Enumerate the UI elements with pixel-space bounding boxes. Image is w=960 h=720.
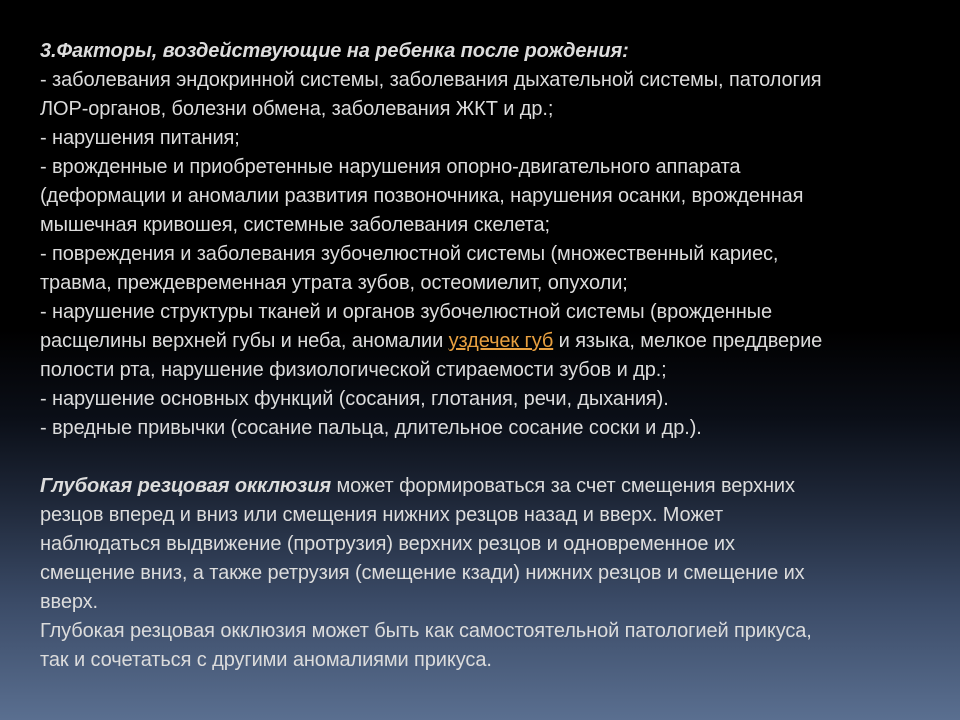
factor-line: - повреждения и заболевания зубочелюстной системы (множественный кариес,: [40, 243, 779, 265]
occlusion-line: Глубокая резцовая окклюзия может быть как самостоятельной патологией прикуса,: [40, 620, 812, 642]
occlusion-term: Глубокая резцовая окклюзия: [40, 475, 332, 497]
frenulum-link[interactable]: уздечек губ: [448, 330, 554, 352]
occlusion-line: смещение вниз, а также ретрузия (смещение кзади) нижних резцов и смещение их: [40, 562, 805, 584]
factor-line: полости рта, нарушение физиологической стираемости зубов и др.;: [40, 359, 667, 381]
occlusion-first-line-rest: может формироваться за счет смещения верхних: [331, 475, 795, 497]
occlusion-first-line: [40, 472, 930, 501]
slide-text-block: [40, 37, 930, 675]
factor-line: (деформации и аномалии развития позвоночника, нарушения осанки, врожденная: [40, 185, 804, 207]
occlusion-line: резцов вперед и вниз или смещения нижних резцов назад и вверх. Может: [40, 504, 724, 526]
factor-line: - заболевания эндокринной системы, заболевания дыхательной системы, патология: [40, 69, 822, 91]
factor-line: мышечная кривошея, системные заболевания скелета;: [40, 214, 550, 236]
factors-heading: 3.Факторы, воздействующие на ребенка после рождения:: [40, 40, 629, 62]
factor-line: - вредные привычки (сосание пальца, длительное сосание соски и др.).: [40, 417, 702, 439]
occlusion-line: вверх.: [40, 591, 99, 613]
factor-line-with-link: [40, 327, 930, 356]
link-line-before: расщелины верхней губы и неба, аномалии: [40, 330, 449, 352]
occlusion-line: наблюдаться выдвижение (протрузия) верхних резцов и одновременное их: [40, 533, 735, 555]
occlusion-line: так и сочетаться с другими аномалиями прикуса.: [40, 649, 492, 671]
link-line-after: и языка, мелкое преддверие: [553, 330, 823, 352]
factor-line: - нарушения питания;: [40, 127, 240, 149]
factor-line: - нарушение структуры тканей и органов зубочелюстной системы (врожденные: [40, 301, 772, 323]
paragraph-spacer: [40, 443, 930, 472]
factor-line: - врожденные и приобретенные нарушения опорно-двигательного аппарата: [40, 156, 741, 178]
factor-line: ЛОР-органов, болезни обмена, заболевания ЖКТ и др.;: [40, 98, 554, 120]
factor-line: - нарушение основных функций (сосания, глотания, речи, дыхания).: [40, 388, 669, 410]
factor-line: травма, преждевременная утрата зубов, остеомиелит, опухоли;: [40, 272, 628, 294]
